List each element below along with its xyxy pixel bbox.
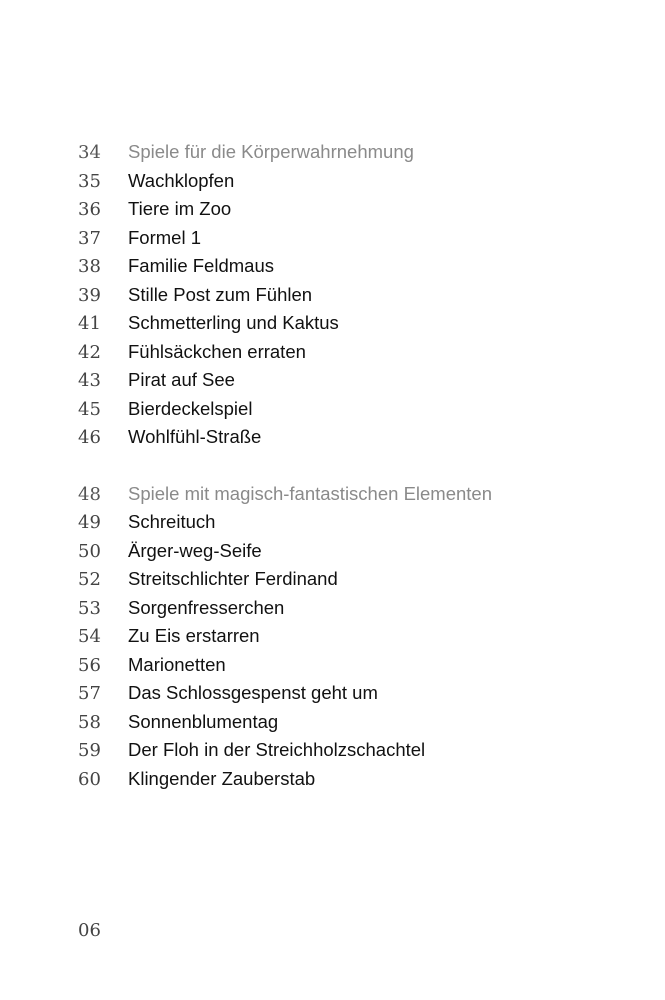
toc-page-number: 57 <box>78 683 101 704</box>
toc-entry <box>78 537 638 566</box>
toc-entry <box>78 252 638 281</box>
toc-entry-title: Schreituch <box>128 511 216 532</box>
toc-entry <box>78 708 638 737</box>
toc-entry <box>78 224 638 253</box>
toc-entry <box>78 338 638 367</box>
toc-page-number: 50 <box>78 540 101 562</box>
toc-page-number: 56 <box>78 654 101 676</box>
page-number: 06 <box>78 920 101 941</box>
toc-entry <box>78 395 638 424</box>
toc-page-number: 49 <box>78 512 101 533</box>
toc-entry-title: Schmetterling und Kaktus <box>128 312 339 333</box>
toc-section-heading <box>78 480 638 509</box>
toc-section-body-perception <box>78 138 638 452</box>
toc-entry-title: Fühlsäckchen erraten <box>128 340 306 362</box>
toc-page-number: 52 <box>78 569 101 590</box>
toc-entry-title: Tiere im Zoo <box>128 198 232 219</box>
toc-entry-title: Zu Eis erstarren <box>128 625 260 646</box>
toc-entry-title: Formel 1 <box>128 226 201 248</box>
toc-heading-title: Spiele für die Körperwahrnehmung <box>128 141 414 162</box>
toc-entry <box>78 195 638 224</box>
toc-entry-title: Wachklopfen <box>128 169 235 191</box>
toc-page-number: 37 <box>78 227 101 249</box>
toc-page-number: 41 <box>78 313 101 334</box>
toc-entry <box>78 508 638 537</box>
toc-page-number: 53 <box>78 597 101 619</box>
toc-section-magic-fantasy <box>78 480 638 794</box>
toc-entry-title: Sonnenblumentag <box>128 710 279 732</box>
table-of-contents <box>78 138 638 793</box>
toc-entry <box>78 765 638 794</box>
toc-entry <box>78 565 638 594</box>
toc-entry <box>78 651 638 680</box>
toc-entry <box>78 679 638 708</box>
toc-entry <box>78 736 638 765</box>
toc-page-number: 46 <box>78 427 101 448</box>
toc-entry-title: Sorgenfresserchen <box>128 596 285 618</box>
toc-entry <box>78 423 638 452</box>
toc-entry <box>78 594 638 623</box>
toc-entry-title: Bierdeckelspiel <box>128 397 253 419</box>
toc-page-number: 45 <box>78 398 101 420</box>
toc-page-number: 60 <box>78 768 101 790</box>
toc-entry-title: Der Floh in der Streichholzschachtel <box>128 739 426 760</box>
toc-entry <box>78 366 638 395</box>
toc-entry-title: Pirat auf See <box>128 369 235 390</box>
toc-page-number: 58 <box>78 711 101 733</box>
toc-entry-title: Ärger-weg-Seife <box>128 539 262 561</box>
toc-page-number: 34 <box>78 142 101 163</box>
toc-page-number: 43 <box>78 370 101 391</box>
toc-heading-title: Spiele mit magisch-fantastischen Elementen <box>128 482 493 504</box>
toc-entry-title: Klingender Zauberstab <box>128 767 316 789</box>
toc-entry <box>78 281 638 310</box>
toc-page-number: 48 <box>78 483 101 505</box>
toc-entry-title: Familie Feldmaus <box>128 255 274 276</box>
toc-section-heading <box>78 138 638 167</box>
toc-entry-title: Marionetten <box>128 653 226 675</box>
toc-entry <box>78 167 638 196</box>
toc-entry-title: Streitschlichter Ferdinand <box>128 568 338 589</box>
toc-page-number: 39 <box>78 284 101 306</box>
toc-page-number: 42 <box>78 341 101 363</box>
toc-page-number: 36 <box>78 199 101 220</box>
toc-entry-title: Wohlfühl-Straße <box>128 426 262 447</box>
toc-page-number: 35 <box>78 170 101 192</box>
toc-entry-title: Stille Post zum Fühlen <box>128 283 313 305</box>
toc-page-number: 38 <box>78 256 101 277</box>
toc-entry <box>78 309 638 338</box>
toc-entry <box>78 622 638 651</box>
toc-page-number: 59 <box>78 740 101 761</box>
toc-entry-title: Das Schlossgespenst geht um <box>128 682 378 703</box>
toc-page-number: 54 <box>78 626 101 647</box>
